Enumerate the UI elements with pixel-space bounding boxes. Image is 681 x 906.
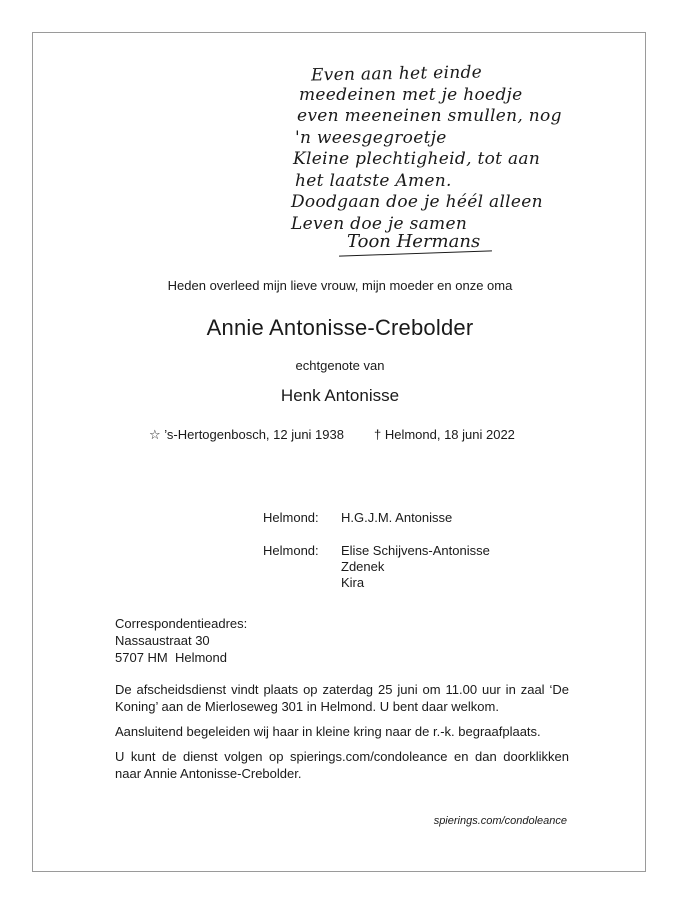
family-place: Helmond:	[263, 510, 319, 525]
correspondence-label: Correspondentieadres:	[115, 616, 248, 631]
poem-line: meedeinen met je hoedje	[299, 84, 523, 105]
poem-line: Leven doe je samen	[291, 213, 468, 234]
family-member: Elise Schijvens-Antonisse	[341, 543, 490, 558]
death-notice-card	[32, 32, 646, 872]
poem-line: het laatste Amen.	[295, 170, 452, 191]
family-member: Zdenek	[341, 559, 385, 574]
death-date: † Helmond, 18 juni 2022	[373, 427, 515, 442]
spouse-name: Henk Antonisse	[280, 386, 400, 405]
family-names	[341, 543, 490, 591]
correspondence-address	[115, 615, 247, 666]
family-place: Helmond:	[263, 543, 319, 558]
poem-line: 'n weesgegroetje	[295, 127, 447, 148]
service-paragraph: De afscheidsdienst vindt plaats op zaterdag 25 juni om 11.00 uur in zaal ‘De Koning’ aan de Mierloseweg 301 in Helmond. U bent daar welkom.	[115, 682, 569, 714]
correspondence-street: Nassaustraat 30	[115, 633, 210, 648]
burial-paragraph: Aansluitend begeleiden wij haar in kleine kring naar de r.-k. begraafplaats.	[115, 724, 541, 739]
correspondence-city: 5707 HM Helmond	[115, 650, 227, 665]
poem-signature: Toon Hermans	[347, 231, 481, 252]
poem-line: Even aan het einde	[310, 62, 483, 86]
footer-link[interactable]: spierings.com/condoleance	[433, 815, 567, 827]
birth-date: ☆ ’s-Hertogenbosch, 12 juni 1938	[149, 427, 344, 442]
poem-line: Kleine plechtigheid, tot aan	[293, 149, 541, 169]
spouse-label: echtgenote van	[295, 358, 385, 373]
family-member: Kira	[341, 575, 365, 590]
livestream-paragraph: U kunt de dienst volgen op spierings.com/condoleance en dan doorklikken naar Annie Antonisse-Crebolder.	[115, 749, 569, 781]
family-names	[341, 510, 452, 526]
life-dates	[149, 427, 515, 443]
poem-line: Doodgaan doe je héél alleen	[291, 192, 543, 212]
intro-text: Heden overleed mijn lieve vrouw, mijn moeder en onze oma	[167, 278, 513, 293]
poem-line: even meeneinen smullen, nog	[297, 106, 562, 126]
family-member: H.G.J.M. Antonisse	[341, 510, 453, 525]
deceased-name: Annie Antonisse-Crebolder	[206, 315, 474, 340]
